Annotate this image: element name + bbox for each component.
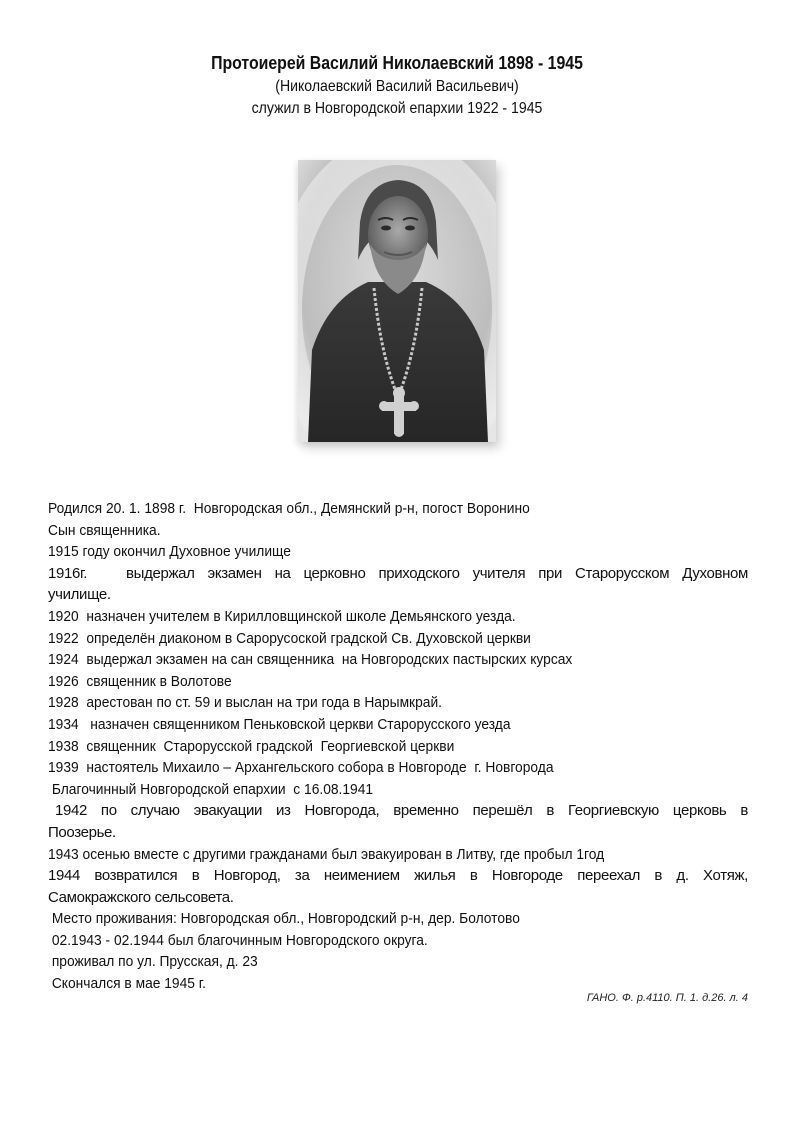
biography-line: 1938 священник Старорусской градской Георгиевской церкви [48, 737, 455, 755]
page-title: Протоиерей Василий Николаевский 1898 - 1945 [211, 53, 583, 73]
biography-line: Скончался в мае 1945 г. [48, 975, 206, 993]
biography-line: 1916г. выдержал экзамен на церковно приходского учителя при Старорусском Духовном [48, 564, 748, 582]
alternate-name: (Николаевский Василий Васильевич) [275, 78, 519, 95]
biography-line: училище. [48, 586, 111, 604]
biography-line: 1943 осенью вместе с другими гражданами был эвакуирован в Литву, где пробыл 1год [48, 845, 605, 863]
biography-line: 1944 возвратился в Новгород, за неимением жилья в Новгороде переехал в д. Хотяж, [48, 867, 748, 885]
biography-line: 1939 настоятель Михаило – Архангельского собора в Новгороде г. Новгорода [48, 759, 554, 777]
biography-line: Место проживания: Новгородская обл., Новгородский р-н, дер. Болотово [48, 910, 520, 928]
document-header [0, 50, 794, 120]
biography-line: 02.1943 - 02.1944 был благочинным Новгородского округа. [48, 931, 428, 949]
biography-line: Поозерье. [48, 823, 116, 841]
biography [48, 498, 748, 995]
biography-line: 1924 выдержал экзамен на сан священника на Новгородских пастырских курсах [48, 651, 573, 669]
priest-portrait-icon [298, 160, 496, 442]
archive-reference: ГАНО. Ф. р.4110. П. 1. д.26. л. 4 [586, 992, 748, 1004]
biography-line: 1922 определён диаконом в Сарорусоской градской Св. Духовской церкви [48, 629, 531, 647]
portrait-photo [298, 160, 496, 442]
biography-line: 1926 священник в Волотове [48, 672, 232, 690]
biography-line: 1920 назначен учителем в Кирилловщинской школе Демьянского уезда. [48, 607, 516, 625]
biography-line: 1928 арестован по ст. 59 и выслан на три года в Нарымкрай. [48, 694, 442, 712]
biography-line: проживал по ул. Прусская, д. 23 [48, 953, 258, 971]
biography-line: Родился 20. 1. 1898 г. Новгородская обл., Демянский р-н, погост Воронино [48, 500, 530, 517]
biography-line: Сын священника. [48, 521, 161, 539]
biography-line: Благочинный Новгородской епархии с 16.08.1941 [48, 780, 374, 798]
service-period: служил в Новгородской епархии 1922 - 1945 [251, 100, 543, 117]
biography-line: Самокражского сельсовета. [48, 888, 234, 906]
biography-line: 1915 году окончил Духовное училище [48, 543, 291, 561]
biography-line: 1942 по случаю эвакуации из Новгорода, временно перешёл в Георгиевскую церковь в [48, 802, 748, 820]
biography-line: 1934 назначен священником Пеньковской церкви Старорусского уезда [48, 715, 511, 733]
